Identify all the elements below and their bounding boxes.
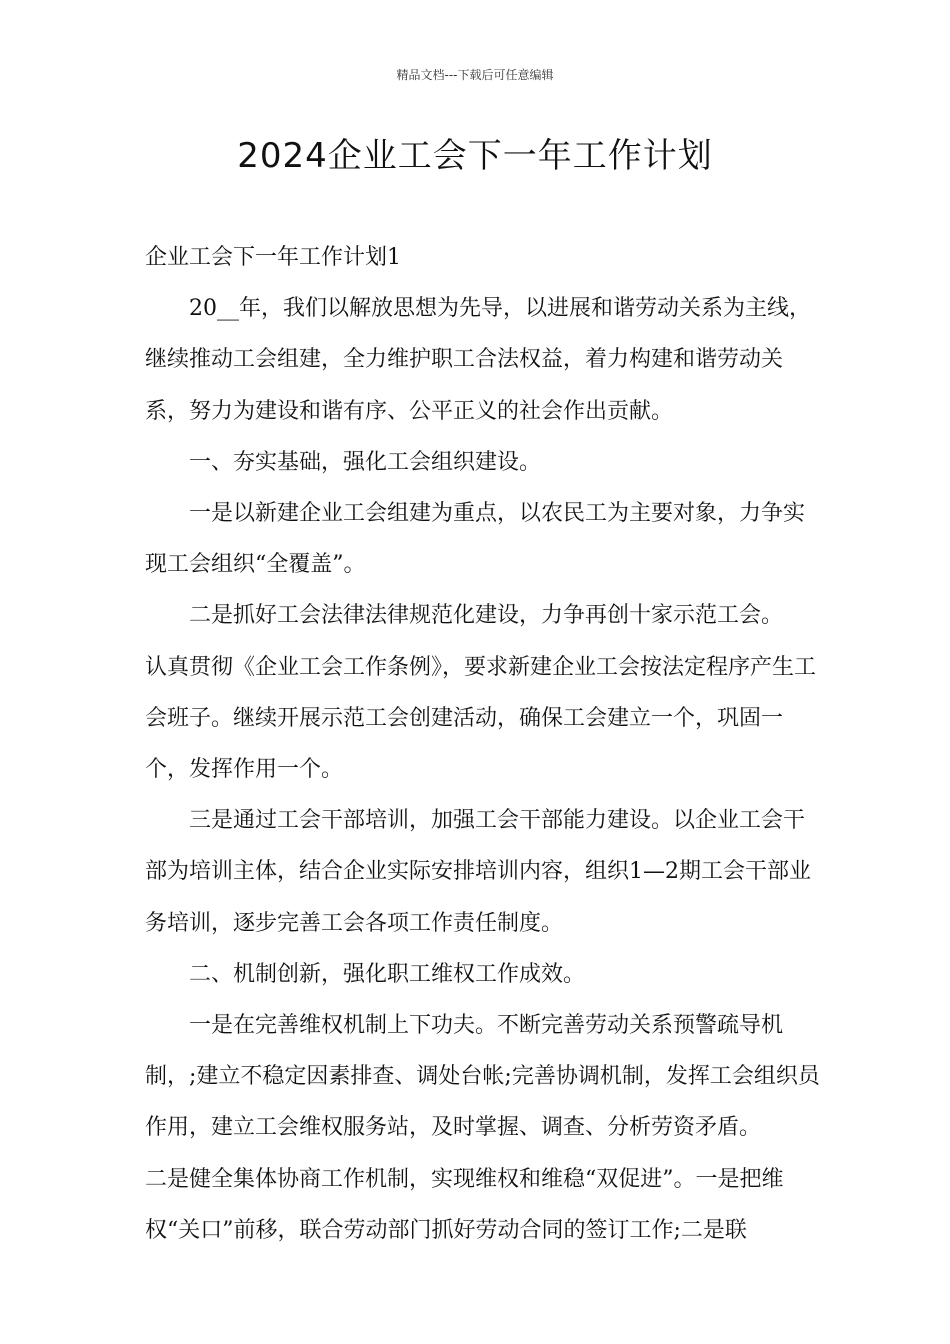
document-title: 2024企业工会下一年工作计划 — [237, 136, 713, 176]
section-heading: 二、机制创新，强化职工维权工作成效。 — [189, 961, 586, 987]
paragraph: 二是抓好工会法律法律规范化建设，力争再创十家示范工会。 — [189, 603, 784, 629]
paragraph: 二是健全集体协商工作机制，实现维权和维稳“双促进”。一是把维权“关口”前移，联合劳动部门抓好劳动合同的签订工作;二是联 — [145, 1166, 784, 1243]
paragraph: 一是以新建企业工会组建为重点，以农民工为主要对象，力争实现工会组织“全覆盖”。 — [145, 501, 806, 578]
paragraph: 一是在完善维权机制上下功夫。不断完善劳动关系预警疏导机制，;建立不稳定因素排查、调处台帐;完善协调机制，发挥工会组织员作用，建立工会维权服务站，及时掌握、调查、分析劳资矛盾。 — [145, 1013, 820, 1141]
document-body — [145, 232, 825, 1256]
section-heading: 一、夯实基础，强化工会组织建设。 — [189, 449, 542, 475]
section-subtitle: 企业工会下一年工作计划1 — [145, 245, 401, 270]
paragraph: 20__年，我们以解放思想为先导，以进展和谐劳动关系为主线，继续推动工会组建，全力维护职工合法权益，着力构建和谐劳动关系，努力为建设和谐有序、公平正义的社会作出贡献。 — [145, 296, 811, 424]
paragraph: 三是通过工会干部培训，加强工会干部能力建设。以企业工会干部为培训主体，结合企业实际安排培训内容，组织1—2期工会干部业务培训，逐步完善工会各项工作责任制度。 — [145, 808, 811, 936]
paragraph: 认真贯彻《企业工会工作条例》，要求新建企业工会按法定程序产生工会班子。继续开展示范工会创建活动，确保工会建立一个，巩固一个，发挥作用一个。 — [145, 654, 817, 783]
header-note: 精品文档---下载后可任意编辑 — [396, 68, 554, 82]
